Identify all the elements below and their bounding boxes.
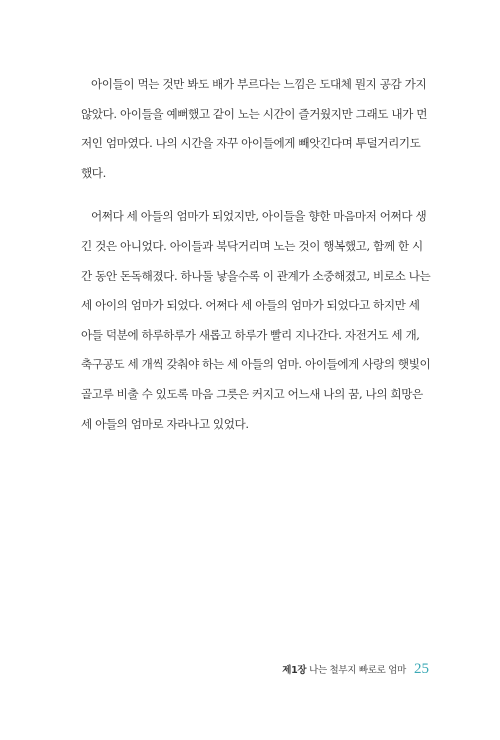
text-line: 세 아들의 엄마로 자라나고 있었다. xyxy=(81,416,249,431)
running-header xyxy=(282,662,406,676)
text-line: 않았다. 아이들을 예뻐했고 같이 노는 시간이 즐거웠지만 그래도 내가 먼 xyxy=(81,106,428,121)
text-line: 세 아이의 엄마가 되었다. 어쩌다 세 아들의 엄마가 되었다고 하지만 세 xyxy=(81,298,420,313)
paragraph-1 xyxy=(81,70,442,188)
paragraph-2 xyxy=(81,202,442,439)
chapter-title: 나는 철부지 빠로로 엄마 xyxy=(309,665,406,676)
text-line: 골고루 비출 수 있도록 마음 그릇은 커지고 어느새 나의 꿈, 나의 희망은 xyxy=(81,386,423,401)
page-footer xyxy=(282,661,429,678)
text-line: 아들 덕분에 하루하루가 새롭고 하루가 빨리 지나간다. 자전거도 세 개, xyxy=(81,327,420,342)
text-line: 저인 엄마였다. 나의 시간을 자꾸 아이들에게 빼앗긴다며 투덜거리기도 xyxy=(81,136,421,151)
text-line: 했다. xyxy=(81,165,106,180)
text-line: 어쩌다 세 아들의 엄마가 되었지만, 아이들을 향한 마음마저 어쩌다 생 xyxy=(91,209,427,224)
text-line: 긴 것은 아니었다. 아이들과 북닥거리며 노는 것이 행복했고, 함께 한 시 xyxy=(81,238,423,253)
page-number: 25 xyxy=(414,661,429,677)
text-line: 아이들이 먹는 것만 봐도 배가 부르다는 느낌은 도대체 뭔지 공감 가지 xyxy=(91,77,427,91)
text-line: 축구공도 세 개씩 갖춰야 하는 세 아들의 엄마. 아이들에게 사랑의 햇빛이 xyxy=(81,357,431,372)
chapter-number: 제1장 xyxy=(282,665,307,676)
text-line: 간 동안 돈독해졌다. 하나둘 낳을수록 이 관계가 소중해졌고, 비로소 나는 xyxy=(81,268,431,283)
body-text xyxy=(81,70,442,453)
